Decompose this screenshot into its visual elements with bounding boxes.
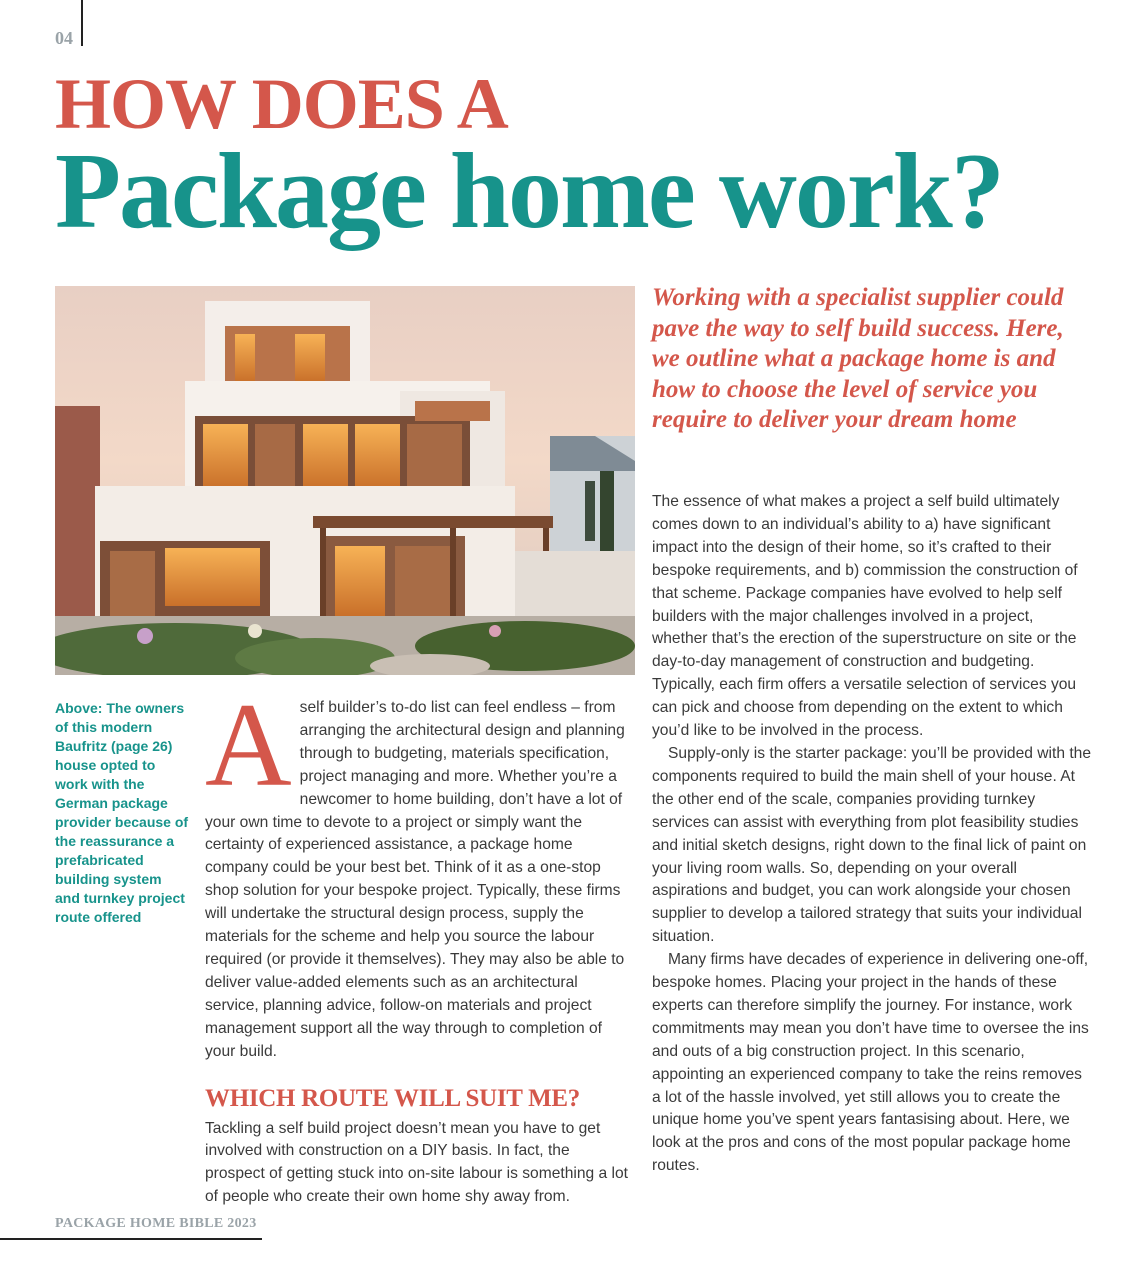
- house-photo: [55, 286, 635, 675]
- standfirst: Working with a specialist supplier could pave the way to self build success. Here, we outline what a package home is and how to choose the level of service you require to deliver your dream home: [652, 284, 1064, 433]
- top-rule: [81, 0, 83, 46]
- headline: Package home work?: [55, 132, 1003, 251]
- footer-rule: [0, 1238, 262, 1240]
- footer-publication: PACKAGE HOME BIBLE 2023: [55, 1216, 257, 1231]
- article-column-middle: [205, 678, 633, 1209]
- body-paragraph-3: Many firms have decades of experience in delivering one-off, bespoke homes. Placing your project in the hands of these experts can therefore simplify the journey. For instance, work commitments may mean you don’t have time to oversee the ins and outs of a big construction project. In this scenario, appointing an experienced company to take the reins removes a lot of the hassle involved, yet still allows you to create the unique home you’ve spent years fantasising about. Here, we look at the pros and cons of the most popular package home routes.: [652, 951, 1089, 1175]
- route-paragraph: Tackling a self build project doesn’t mean you have to get involved with construction on a DIY basis. In fact, the prospect of getting stuck into on-site labour is something a lot of people who create their own home shy away from.: [205, 1119, 628, 1206]
- body-paragraph-2: Supply-only is the starter package: you’ll be provided with the components required to build the main shell of your house. At the other end of the scale, companies providing turnkey services can assist with everything from plot feasibility studies and initial sketch designs, right down to the final lick of paint on your living room walls. So, depending on your overall aspirations and budget, you can work alongside your chosen supplier to develop a tailored strategy that suits your individual situation.: [652, 744, 1091, 946]
- body-paragraph-1: The essence of what makes a project a self build ultimately comes down to an individual’s ability to a) have significant impact into the design of their home, so it’s crafted to their bespoke requirements, and b) commission the construction of that scheme. Package companies have evolved to help self builders with the major challenges involved in a project, whether that’s the erection of the superstructure on site or the day-to-day management of construction and budgeting. Typically, each firm offers a versatile selection of services you can pick and choose from depending on the extent to which you’d like to be involved in the process.: [652, 493, 1078, 740]
- article-column-right: [652, 491, 1092, 1178]
- drop-cap: A: [205, 678, 292, 811]
- headline-kicker: HOW DOES A: [55, 64, 508, 144]
- photo-caption: Above: The owners of this modern Baufritz (page 26) house opted to work with the German package provider because of the reassurance a prefabricated building system and turnkey project route offered: [55, 700, 189, 925]
- intro-text: self builder’s to-do list can feel endless – from arranging the architectural design and planning through to budgeting, materials specification, project managing and more. Whether you’re a newcomer to home building, don’t have a lot of your own time to devote to a project or simply want the certainty of experienced assistance, a package home company could be your best bet. Think of it as a one-stop shop solution for your bespoke project. Typically, these firms will undertake the structural design process, supply the materials for the scheme and help you source the labour required (or provide it themselves). They may also be able to deliver value-added elements such as an architectural service, planning advice, follow-on materials and project management support all the way through to completion of your build.: [205, 699, 625, 1060]
- page-number: 04: [55, 28, 73, 48]
- intro-paragraph: [205, 678, 633, 1064]
- section-subhead: WHICH ROUTE WILL SUIT ME?: [205, 1084, 581, 1112]
